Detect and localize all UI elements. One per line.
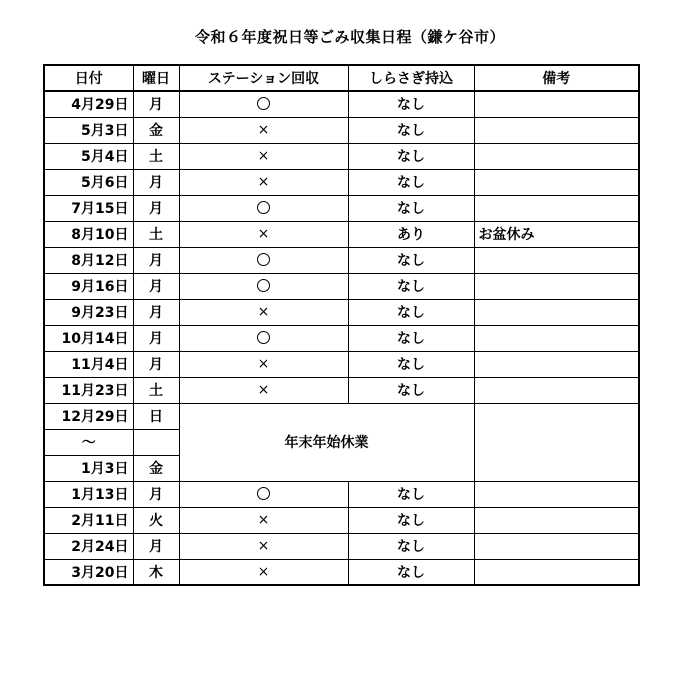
station-cell: [179, 351, 348, 377]
station-mark: ×: [257, 382, 270, 398]
shirasagi-cell: [348, 117, 474, 143]
weekday-cell-text: 月: [149, 175, 163, 191]
header-shirasagi: しらさぎ持込: [348, 65, 474, 91]
date-cell-text: 2月24日: [71, 539, 129, 555]
table-row: [44, 247, 639, 273]
station-cell: [179, 507, 348, 533]
station-cell: [179, 169, 348, 195]
schedule-table: [43, 64, 640, 586]
weekday-cell-text: 金: [149, 123, 163, 139]
notes-cell: [474, 143, 639, 169]
notes-cell: [474, 507, 639, 533]
station-cell: [179, 559, 348, 585]
station-mark: ×: [257, 226, 270, 242]
table-row: [44, 325, 639, 351]
date-cell: [44, 247, 133, 273]
weekday-cell: [133, 533, 179, 559]
date-cell-text: 5月6日: [81, 175, 129, 191]
station-mark: ×: [257, 538, 270, 554]
shirasagi-cell: [348, 299, 474, 325]
station-cell: [179, 533, 348, 559]
date-cell-text: 5月3日: [81, 123, 129, 139]
shirasagi-cell-text: あり: [397, 227, 425, 243]
shirasagi-cell-text: なし: [397, 305, 425, 321]
notes-cell-text: お盆休み: [478, 227, 535, 243]
date-cell-text: 5月4日: [81, 149, 129, 165]
weekday-cell-text: 月: [149, 279, 163, 295]
weekday-cell-text: 土: [149, 383, 163, 399]
station-cell: [179, 143, 348, 169]
shirasagi-cell-text: なし: [397, 201, 425, 217]
table-row: [44, 91, 639, 117]
date-cell: [44, 533, 133, 559]
station-mark: ×: [257, 148, 270, 164]
shirasagi-cell: [348, 91, 474, 117]
shirasagi-cell-text: なし: [397, 123, 425, 139]
table-row: [44, 377, 639, 403]
shirasagi-cell: [348, 325, 474, 351]
station-cell: [179, 481, 348, 507]
shirasagi-cell-text: なし: [397, 357, 425, 373]
weekday-cell-text: 月: [149, 357, 163, 373]
shirasagi-cell-text: なし: [397, 539, 425, 555]
date-cell: [44, 351, 133, 377]
shirasagi-cell: [348, 507, 474, 533]
station-mark: [257, 200, 270, 216]
station-mark: [257, 278, 270, 294]
station-cell: [179, 91, 348, 117]
shirasagi-cell: [348, 559, 474, 585]
date-cell: [44, 91, 133, 117]
shirasagi-cell-text: なし: [397, 564, 425, 581]
weekday-cell: [133, 351, 179, 377]
date-cell-text: 9月23日: [71, 305, 129, 321]
shirasagi-cell: [348, 481, 474, 507]
notes-cell: [474, 533, 639, 559]
station-cell: [179, 221, 348, 247]
circle-mark-icon: [257, 331, 270, 344]
station-mark: ×: [257, 174, 270, 190]
weekday-cell: [133, 169, 179, 195]
date-cell-text: 8月12日: [71, 253, 129, 269]
station-mark: ×: [257, 304, 270, 320]
station-cell: [179, 195, 348, 221]
date-cell-text: 9月16日: [71, 279, 129, 295]
shirasagi-cell-text: なし: [397, 487, 425, 503]
table-row: [44, 559, 639, 585]
notes-cell: [474, 299, 639, 325]
header-date: 日付: [44, 65, 133, 91]
station-cell: [179, 247, 348, 273]
table-row: [44, 507, 639, 533]
weekday-cell-text: 月: [149, 253, 163, 269]
table-row: [44, 195, 639, 221]
closure-range-mark: ～: [44, 429, 133, 455]
date-cell: [44, 117, 133, 143]
table-body-closure: [44, 403, 639, 481]
table-row: [44, 221, 639, 247]
date-cell: [44, 195, 133, 221]
weekday-cell-text: 月: [149, 539, 163, 555]
circle-mark-icon: [257, 487, 270, 500]
date-cell: [44, 325, 133, 351]
station-mark: [257, 486, 270, 502]
weekday-cell-text: 月: [149, 487, 163, 503]
station-mark: ×: [257, 563, 270, 580]
shirasagi-cell-text: なし: [397, 331, 425, 347]
weekday-cell: [133, 117, 179, 143]
circle-mark-icon: [257, 279, 270, 292]
weekday-cell: [133, 559, 179, 585]
shirasagi-cell-text: なし: [397, 175, 425, 191]
weekday-cell-text: 土: [149, 227, 163, 243]
shirasagi-cell: [348, 221, 474, 247]
circle-mark-icon: [257, 97, 270, 110]
weekday-cell-text: 月: [149, 305, 163, 321]
date-cell: [44, 273, 133, 299]
weekday-cell-text: 月: [149, 331, 163, 347]
station-mark: [257, 252, 270, 268]
shirasagi-cell-text: なし: [397, 513, 425, 529]
table-body-before: [44, 91, 639, 403]
notes-cell: [474, 91, 639, 117]
shirasagi-cell: [348, 195, 474, 221]
weekday-cell: [133, 299, 179, 325]
table-row: [44, 273, 639, 299]
table-row: [44, 169, 639, 195]
date-cell-text: 8月10日: [71, 227, 129, 243]
header-weekday: 曜日: [133, 65, 179, 91]
table-row: [44, 299, 639, 325]
closure-range-weekday: [133, 429, 179, 455]
notes-cell: [474, 195, 639, 221]
shirasagi-cell-text: なし: [397, 279, 425, 295]
page-title: 令和６年度祝日等ごみ収集日程（鎌ケ谷市）: [194, 28, 505, 46]
notes-cell: [474, 169, 639, 195]
date-cell-text: 10月14日: [61, 331, 129, 347]
date-cell: [44, 221, 133, 247]
weekday-cell: [133, 221, 179, 247]
shirasagi-cell-text: なし: [397, 149, 425, 165]
date-cell: [44, 507, 133, 533]
shirasagi-cell: [348, 351, 474, 377]
station-mark: ×: [257, 122, 270, 138]
shirasagi-cell: [348, 533, 474, 559]
date-cell: [44, 559, 133, 585]
shirasagi-cell-text: なし: [397, 253, 425, 269]
date-cell-text: 4月29日: [71, 97, 129, 114]
table-row: [44, 351, 639, 377]
closure-label: 年末年始休業: [179, 403, 474, 481]
notes-cell: [474, 377, 639, 403]
closure-end-date: 1月3日: [44, 455, 133, 481]
weekday-cell: [133, 377, 179, 403]
station-cell: [179, 377, 348, 403]
notes-cell: [474, 221, 639, 247]
header-station: ステーション回収: [179, 65, 348, 91]
notes-cell: [474, 117, 639, 143]
weekday-cell: [133, 325, 179, 351]
table-row: [44, 117, 639, 143]
weekday-cell: [133, 143, 179, 169]
table-body-after: [44, 481, 639, 585]
station-cell: [179, 117, 348, 143]
shirasagi-cell: [348, 273, 474, 299]
closure-row-start: [44, 403, 639, 429]
notes-cell: [474, 559, 639, 585]
station-cell: [179, 273, 348, 299]
table-row: [44, 481, 639, 507]
station-cell: [179, 325, 348, 351]
notes-cell: [474, 273, 639, 299]
date-cell-text: 11月23日: [61, 383, 129, 399]
weekday-cell-text: 土: [149, 149, 163, 165]
weekday-cell-text: 月: [149, 201, 163, 217]
closure-start-weekday: 日: [133, 403, 179, 429]
station-mark: ×: [257, 512, 270, 528]
date-cell-text: 7月15日: [71, 201, 129, 217]
table-row: [44, 533, 639, 559]
closure-notes: [474, 403, 639, 481]
date-cell: [44, 169, 133, 195]
weekday-cell: [133, 195, 179, 221]
weekday-cell: [133, 247, 179, 273]
shirasagi-cell-text: なし: [397, 383, 425, 399]
date-cell: [44, 143, 133, 169]
date-cell-text: 2月11日: [71, 513, 129, 529]
date-cell: [44, 481, 133, 507]
notes-cell: [474, 247, 639, 273]
shirasagi-cell: [348, 377, 474, 403]
weekday-cell-text: 月: [149, 97, 163, 114]
weekday-cell-text: 火: [149, 513, 163, 529]
weekday-cell: [133, 91, 179, 117]
weekday-cell-text: 木: [149, 564, 163, 581]
date-cell-text: 11月4日: [71, 357, 129, 373]
circle-mark-icon: [257, 201, 270, 214]
header-row: [44, 65, 639, 91]
station-mark: ×: [257, 356, 270, 372]
table-row: [44, 143, 639, 169]
weekday-cell: [133, 273, 179, 299]
date-cell: [44, 299, 133, 325]
notes-cell: [474, 351, 639, 377]
notes-cell: [474, 481, 639, 507]
station-mark: [257, 330, 270, 346]
closure-end-weekday: 金: [133, 455, 179, 481]
date-cell-text: 3月20日: [71, 564, 129, 581]
weekday-cell: [133, 481, 179, 507]
shirasagi-cell: [348, 143, 474, 169]
date-cell-text: 1月13日: [71, 487, 129, 503]
shirasagi-cell: [348, 169, 474, 195]
circle-mark-icon: [257, 253, 270, 266]
station-cell: [179, 299, 348, 325]
shirasagi-cell: [348, 247, 474, 273]
notes-cell: [474, 325, 639, 351]
header-notes: 備考: [474, 65, 639, 91]
station-mark: [257, 96, 270, 112]
weekday-cell: [133, 507, 179, 533]
shirasagi-cell-text: なし: [397, 97, 425, 114]
closure-start-date: 12月29日: [44, 403, 133, 429]
date-cell: [44, 377, 133, 403]
